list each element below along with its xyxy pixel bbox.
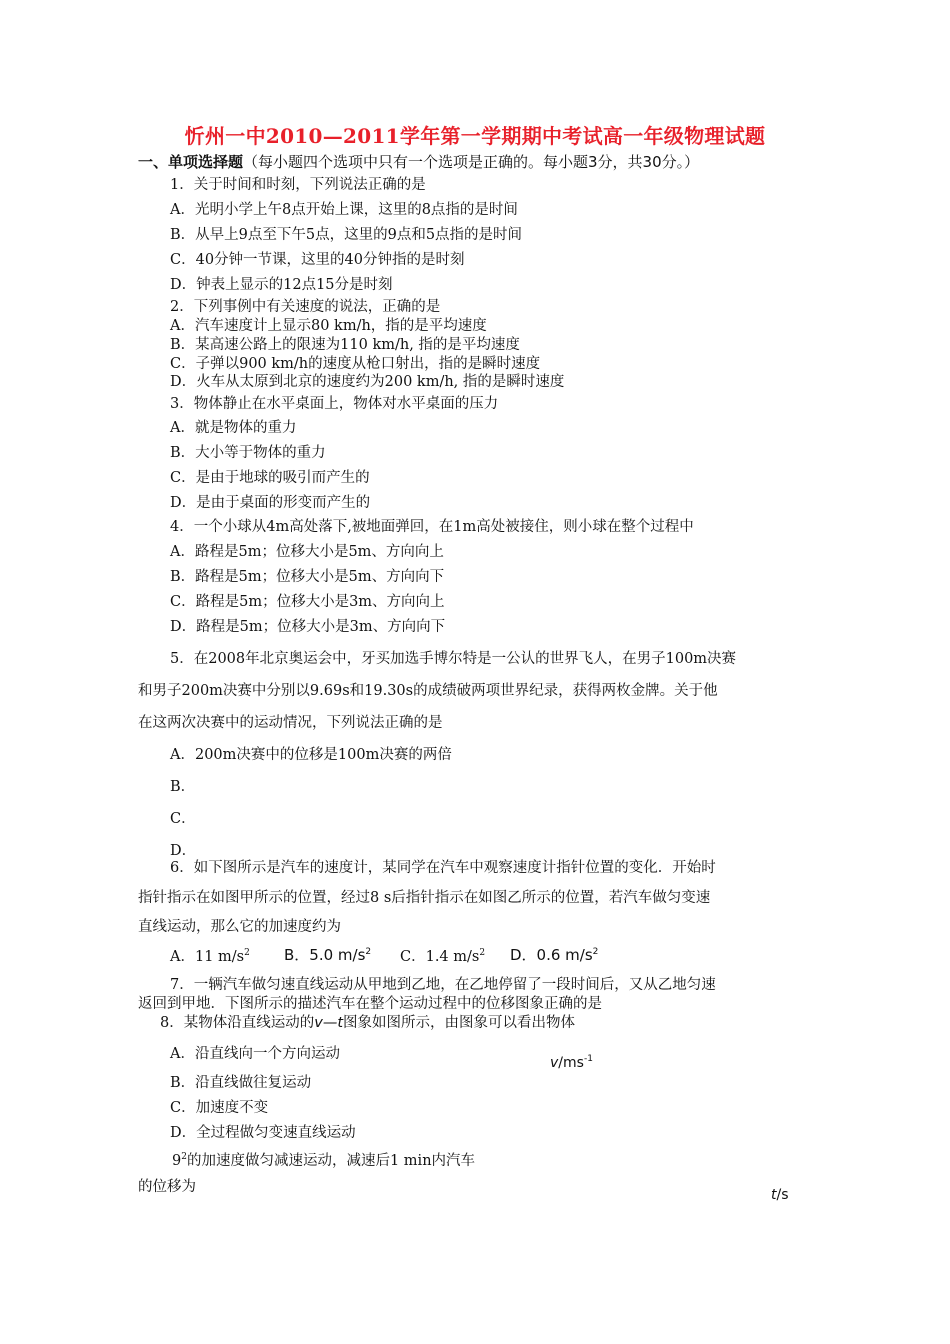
q7-line-1: 7．一辆汽车做匀速直线运动从甲地到乙地，在乙地停留了一段时间后，又从乙地匀速 <box>170 977 716 993</box>
q8-stem-var: v—t <box>314 1015 344 1031</box>
q8-option-b: B．沿直线做往复运动 <box>170 1075 312 1091</box>
q8-option-a: A．沿直线向一个方向运动 <box>170 1046 340 1062</box>
q2-option-c: C．子弹以900 km/h的速度从枪口射出，指的是瞬时速度 <box>170 356 541 372</box>
q4-option-b: B．路程是5m；位移大小是5m、方向向下 <box>170 569 445 585</box>
q8-stem-pre: 8．某物体沿直线运动的 <box>160 1015 315 1031</box>
q6-option-b-sup: 2 <box>365 947 372 957</box>
graph-t-axis-label <box>771 1187 789 1203</box>
graph-v-var: v <box>550 1055 559 1071</box>
q5-option-c: C． <box>170 811 196 827</box>
graph-v-axis-label <box>550 1054 593 1071</box>
q2-option-a: A．汽车速度计上显示80 km/h，指的是平均速度 <box>170 318 487 334</box>
graph-t-unit: /s <box>776 1187 789 1203</box>
q2-option-d: D．火车从太原到北京的速度约为200 km/h, 指的是瞬时速度 <box>170 374 565 390</box>
q1-option-d: D．钟表上显示的12点15分是时刻 <box>170 277 393 293</box>
q1-stem: 1．关于时间和时刻，下列说法正确的是 <box>170 177 426 193</box>
q5-line-2: 和男子200m决赛中分别以9.69s和19.30s的成绩破两项世界纪录，获得两枚金牌。关于他 <box>138 683 718 699</box>
q6-option-a <box>170 948 250 966</box>
q6-option-a-sup: 2 <box>244 948 250 958</box>
q8-option-c: C．加速度不变 <box>170 1100 269 1116</box>
q6-option-b-text: B．5.0 m/s <box>284 946 366 964</box>
q6-option-a-text: A．11 m/s <box>170 949 245 965</box>
q5-option-a: A．200m决赛中的位移是100m决赛的两倍 <box>170 747 452 763</box>
q3-option-d: D．是由于桌面的形变而产生的 <box>170 495 371 511</box>
q2-stem: 2．下列事例中有关速度的说法，正确的是 <box>170 299 441 315</box>
q6-option-d-text: D．0.6 m/s <box>510 946 593 964</box>
q2-option-b: B．某高速公路上的限速为110 km/h, 指的是平均速度 <box>170 337 520 353</box>
graph-v-sup: -1 <box>583 1054 593 1064</box>
q8-stem-post: 图象如图所示，由图象可以看出物体 <box>343 1015 576 1031</box>
q5-option-b: B． <box>170 779 196 795</box>
q8-option-d: D．全过程做匀变速直线运动 <box>170 1125 356 1141</box>
graph-v-unit: /ms <box>558 1055 584 1071</box>
q8-stem <box>160 1015 575 1032</box>
q3-option-c: C．是由于地球的吸引而产生的 <box>170 470 370 486</box>
q1-option-a: A．光明小学上午8点开始上课，这里的8点指的是时间 <box>170 202 518 218</box>
q5-option-d: D． <box>170 843 197 859</box>
q6-line-3: 直线运动，那么它的加速度约为 <box>138 919 341 935</box>
q4-option-a: A．路程是5m；位移大小是5m、方向向上 <box>170 544 444 560</box>
q4-option-d: D．路程是5m；位移大小是3m、方向向下 <box>170 619 446 635</box>
q9-line-1-pre: 9 <box>172 1153 182 1169</box>
section-title: 一、单项选择题 <box>138 153 244 171</box>
q6-option-c-text: C．1.4 m/s <box>400 949 480 965</box>
q9-line-2: 的位移为 <box>138 1179 196 1195</box>
q6-line-1: 6．如下图所示是汽车的速度计，某同学在汽车中观察速度计指针位置的变化．开始时 <box>170 860 716 876</box>
q3-stem: 3．物体静止在水平桌面上，物体对水平桌面的压力 <box>170 396 499 412</box>
q9-line-1-post: 的加速度做匀减速运动，减速后1 min内汽车 <box>186 1153 476 1169</box>
q6-option-b <box>284 946 371 964</box>
section-note: （每小题四个选项中只有一个选项是正确的。每小题3分，共30分。） <box>243 153 700 171</box>
q7-line-2: 返回到甲地．下图所示的描述汽车在整个运动过程中的位移图象正确的是 <box>138 996 602 1012</box>
section-heading <box>138 151 699 172</box>
q9-line-1-sup: 2 <box>181 1152 187 1162</box>
q4-option-c: C．路程是5m；位移大小是3m、方向向上 <box>170 594 445 610</box>
q1-option-b: B．从早上9点至下午5点，这里的9点和5点指的是时间 <box>170 227 523 243</box>
q9-line-1 <box>172 1152 475 1170</box>
q3-option-a: A．就是物体的重力 <box>170 420 297 436</box>
q4-stem: 4．一个小球从4m高处落下,被地面弹回，在1m高处被接住，则小球在整个过程中 <box>170 519 694 535</box>
exam-title: 忻州一中2010—2011学年第一学期期中考试高一年级物理试题 <box>184 124 766 148</box>
graph-t-var: t <box>771 1187 777 1203</box>
q5-line-3: 在这两次决赛中的运动情况，下列说法正确的是 <box>138 715 443 731</box>
q6-line-2: 指针指示在如图甲所示的位置，经过8 s后指针指示在如图乙所示的位置，若汽车做匀变速 <box>138 890 711 906</box>
q6-option-d <box>510 946 598 964</box>
q1-option-c: C．40分钟一节课，这里的40分钟指的是时刻 <box>170 252 465 268</box>
q5-line-1: 5．在2008年北京奥运会中，牙买加选手博尔特是一公认的世界飞人，在男子100m决赛 <box>170 651 737 667</box>
q6-option-d-sup: 2 <box>592 947 599 957</box>
q6-option-c <box>400 948 485 966</box>
q6-option-c-sup: 2 <box>479 948 486 958</box>
q3-option-b: B．大小等于物体的重力 <box>170 445 326 461</box>
